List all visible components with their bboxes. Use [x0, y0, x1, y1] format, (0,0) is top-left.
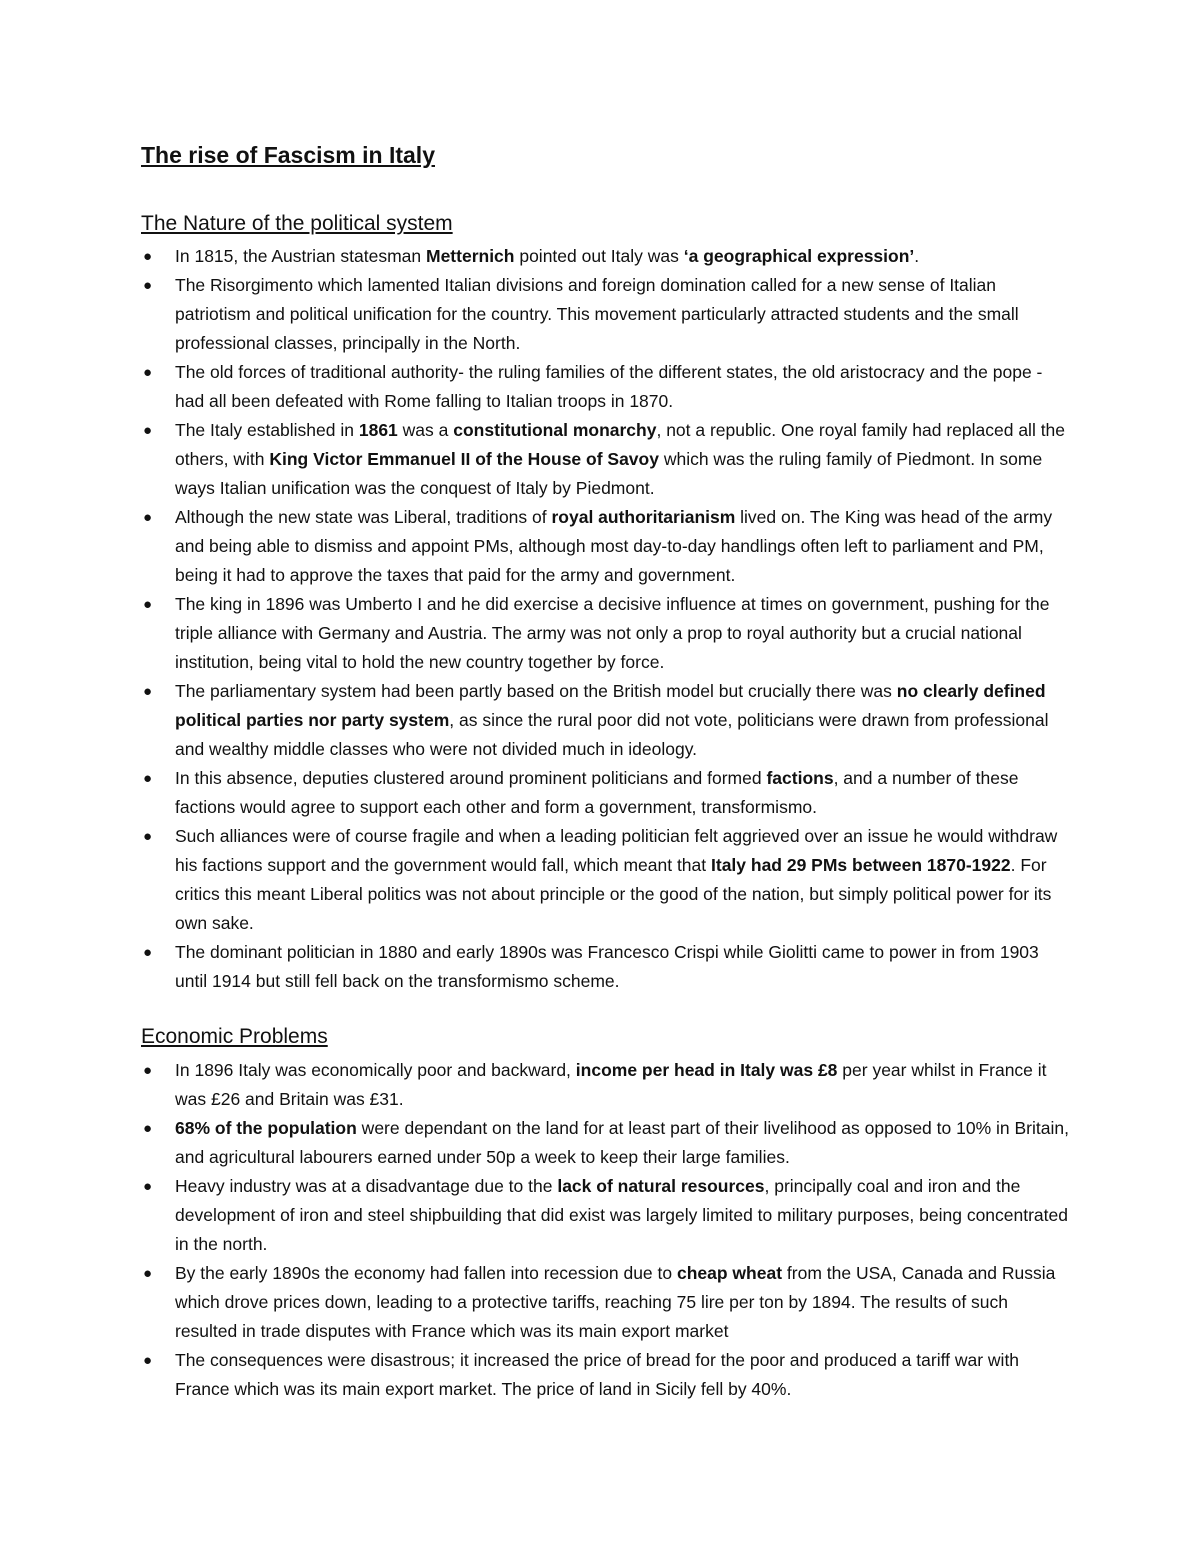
bullet-point-icon: ●: [143, 248, 153, 265]
text-run: was a: [397, 420, 454, 440]
bullet-item: [141, 416, 1071, 503]
bold-text: cheap wheat: [676, 1263, 783, 1283]
bullet-point-icon: ●: [143, 364, 153, 381]
bullet-item: [141, 677, 1071, 764]
bold-text: income per head in Italy was £8: [575, 1060, 838, 1080]
bullet-point-icon: ●: [143, 1062, 153, 1079]
text-run: lived on. The King was head of the army and being able to dismiss and appoint PMs, although most day-to-day handlings often left to parliament and PM, being it had to approve the taxes that paid for the army and government.: [175, 507, 1053, 585]
bold-text: factions: [766, 768, 834, 788]
bold-text: no clearly defined political parties nor party system: [175, 681, 1046, 730]
bullet-item: [141, 503, 1071, 590]
text-run: from the USA, Canada and Russia which drove prices down, leading to a protective tariffs, reaching 75 lire per ton by 1894. The results of such resulted in trade disputes with France which was its main export market: [175, 1263, 1056, 1341]
text-run: , and a number of these factions would agree to support each other and form a government, transformismo.: [175, 768, 1019, 817]
bullet-point-icon: ●: [143, 770, 153, 787]
bullet-point-icon: ●: [143, 422, 153, 439]
bold-text: royal authoritarianism: [551, 507, 736, 527]
bullet-point-icon: ●: [143, 683, 153, 700]
bullet-item: [141, 271, 1071, 358]
text-run: which was the ruling family of Piedmont. In some ways Italian unification was the conquest of Italy by Piedmont.: [175, 449, 1043, 498]
text-run: . For critics this meant Liberal politics was not about principle or the good of the nation, but simply political power for its own sake.: [175, 855, 1052, 933]
bold-text: 68% of the population: [175, 1118, 357, 1138]
bullet-point-icon: ●: [143, 1265, 153, 1282]
bullet-item: [141, 1259, 1071, 1346]
bullet-item: [141, 1114, 1071, 1172]
text-run: In 1896 Italy was economically poor and backward,: [175, 1060, 576, 1080]
bullet-item: [141, 242, 1071, 271]
text-run: The dominant politician in 1880 and early 1890s was Francesco Crispi while Giolitti came to power in from 1903 until 1914 but still fell back on the transformismo scheme.: [175, 942, 1039, 991]
text-run: , not a republic. One royal family had replaced all the others, with: [175, 420, 1066, 469]
bullet-item: [141, 1346, 1071, 1404]
text-run: The consequences were disastrous; it increased the price of bread for the poor and produced a tariff war with France which was its main export market. The price of land in Sicily fell by 40%.: [175, 1350, 1020, 1399]
bullet-item: [141, 764, 1071, 822]
bullet-point-icon: ●: [143, 944, 153, 961]
text-run: , as since the rural poor did not vote, politicians were drawn from professional and wealthy middle classes who were not divided much in ideology.: [175, 710, 1049, 759]
bullet-item: [141, 1172, 1071, 1259]
bullet-point-icon: ●: [143, 509, 153, 526]
bullet-point-icon: ●: [143, 828, 153, 845]
bold-text: Metternich: [426, 246, 515, 266]
bold-text: ‘a geographical expression’: [683, 246, 915, 266]
bullet-point-icon: ●: [143, 277, 153, 294]
bullet-item: [141, 822, 1071, 938]
bold-text: lack of natural resources: [557, 1176, 765, 1196]
bold-text: constitutional monarchy: [453, 420, 657, 440]
text-run: Heavy industry was at a disadvantage due to the: [175, 1176, 558, 1196]
bold-text: 1861: [358, 420, 398, 440]
text-run: Such alliances were of course fragile and when a leading politician felt aggrieved over an issue he would withdraw his factions support and the government would fall, which meant that: [175, 826, 1058, 875]
section-heading-economic-problems: Economic Problems: [141, 1025, 328, 1048]
bullet-item: [141, 590, 1071, 677]
text-run: were dependant on the land for at least part of their livelihood as opposed to 10% in Britain, and agricultural labourers earned under 50p a week to keep their large families.: [175, 1118, 1069, 1167]
political-system-bullet-list: [141, 242, 1071, 996]
bullet-point-icon: ●: [143, 1120, 153, 1137]
text-run: By the early 1890s the economy had fallen into recession due to: [175, 1263, 677, 1283]
document-title: The rise of Fascism in Italy: [141, 142, 435, 168]
bold-text: Italy had 29 PMs between 1870-1922: [711, 855, 1011, 875]
text-run: The Italy established in: [175, 420, 359, 440]
text-run: .: [914, 246, 920, 266]
bullet-item: [141, 1056, 1071, 1114]
text-run: In 1815, the Austrian statesman: [175, 246, 426, 266]
text-run: The Risorgimento which lamented Italian divisions and foreign domination called for a new sense of Italian patriotism and political unification for the country. This movement particularly attracted students and the small professional classes, principally in the North.: [175, 275, 1019, 353]
bullet-point-icon: ●: [143, 596, 153, 613]
economic-problems-bullet-list: [141, 1056, 1071, 1404]
bullet-point-icon: ●: [143, 1178, 153, 1195]
text-run: Although the new state was Liberal, traditions of: [175, 507, 552, 527]
bullet-item: [141, 938, 1071, 996]
text-run: per year whilst in France it was £26 and Britain was £31.: [175, 1060, 1047, 1109]
text-run: The parliamentary system had been partly based on the British model but crucially there was: [175, 681, 897, 701]
text-run: The old forces of traditional authority- the ruling families of the different states, the old aristocracy and the pope - had all been defeated with Rome falling to Italian troops in 1870.: [175, 362, 1043, 411]
bullet-item: [141, 358, 1071, 416]
bold-text: King Victor Emmanuel II of the House of Savoy: [269, 449, 659, 469]
section-heading-political-system: The Nature of the political system: [141, 212, 453, 235]
bullet-point-icon: ●: [143, 1352, 153, 1369]
text-run: pointed out Italy was: [514, 246, 684, 266]
text-run: The king in 1896 was Umberto I and he did exercise a decisive influence at times on government, pushing for the triple alliance with Germany and Austria. The army was not only a prop to royal authority but a crucial national institution, being vital to hold the new country together by force.: [175, 594, 1050, 672]
text-run: , principally coal and iron and the development of iron and steel shipbuilding that did exist was largely limited to military purposes, being concentrated in the north.: [175, 1176, 1068, 1254]
text-run: In this absence, deputies clustered around prominent politicians and formed: [175, 768, 767, 788]
